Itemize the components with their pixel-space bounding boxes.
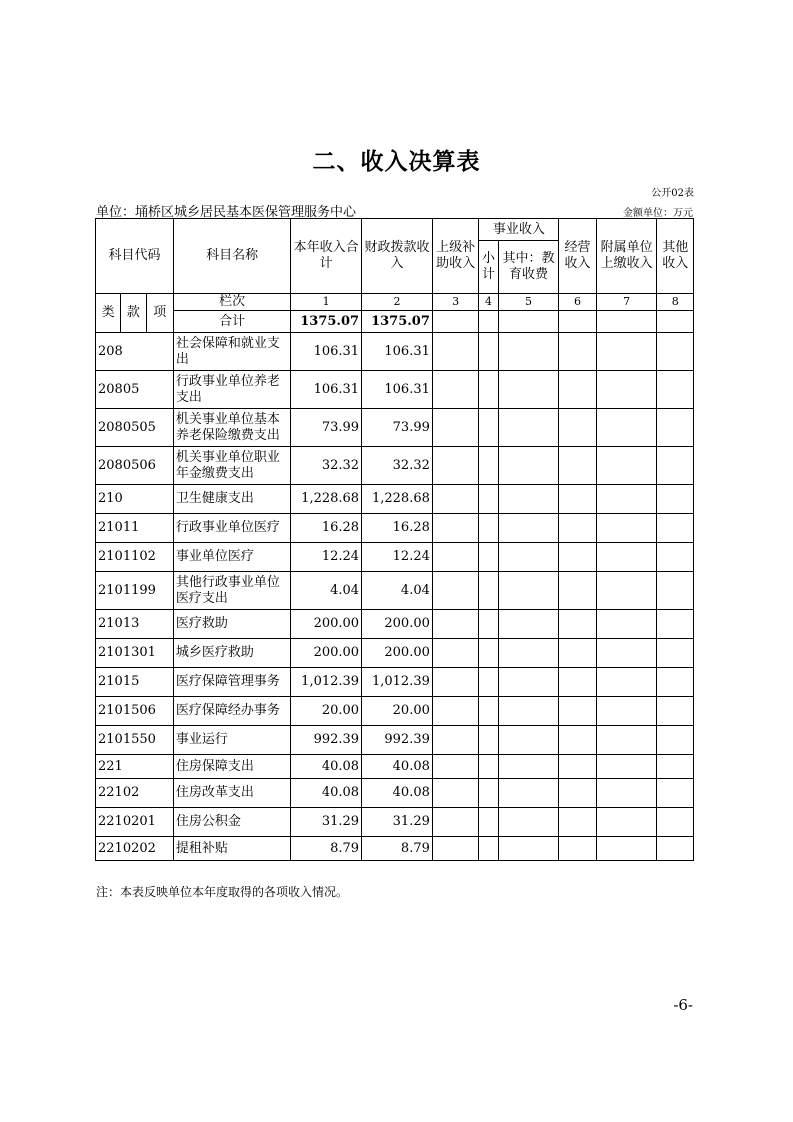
row-code: 210 xyxy=(96,485,174,514)
table-row xyxy=(96,333,694,371)
row-code: 2101199 xyxy=(96,572,174,610)
col-num: 8 xyxy=(657,294,694,311)
empty-cell xyxy=(498,543,559,572)
row-name: 机关事业单位基本养老保险缴费支出 xyxy=(173,409,290,447)
empty-cell xyxy=(559,779,596,808)
empty-cell xyxy=(596,447,657,485)
empty-cell xyxy=(596,409,657,447)
table-note: 注：本表反映单位本年度取得的各项收入情况。 xyxy=(96,885,349,899)
empty-cell xyxy=(596,543,657,572)
col-num: 6 xyxy=(559,294,596,311)
empty-cell xyxy=(479,514,498,543)
empty-cell xyxy=(479,485,498,514)
empty-cell xyxy=(432,447,479,485)
row-code: 221 xyxy=(96,755,174,779)
empty-cell xyxy=(657,485,694,514)
income-table xyxy=(95,218,694,861)
header-total-income: 本年收入合计 xyxy=(291,219,362,294)
row-fiscal-allocation: 73.99 xyxy=(362,409,433,447)
empty-cell xyxy=(479,697,498,726)
empty-cell xyxy=(657,572,694,610)
table-row xyxy=(96,543,694,572)
empty-cell xyxy=(432,371,479,409)
empty-cell xyxy=(559,837,596,861)
empty-cell xyxy=(596,726,657,755)
row-code: 2101506 xyxy=(96,697,174,726)
header-xiang: 项 xyxy=(146,294,173,333)
empty-cell xyxy=(498,779,559,808)
empty-cell xyxy=(432,333,479,371)
col-num: 1 xyxy=(291,294,362,311)
header-fiscal-allocation: 财政拨款收入 xyxy=(362,219,433,294)
empty-cell xyxy=(479,333,498,371)
empty-cell xyxy=(498,639,559,668)
header-subtotal: 小计 xyxy=(479,241,498,294)
empty-cell xyxy=(657,668,694,697)
row-fiscal-allocation: 12.24 xyxy=(362,543,433,572)
empty-cell xyxy=(559,639,596,668)
empty-cell xyxy=(479,808,498,837)
header-subject-code: 科目代码 xyxy=(96,219,174,294)
table-row xyxy=(96,572,694,610)
row-total-income: 200.00 xyxy=(291,639,362,668)
row-total-income: 200.00 xyxy=(291,610,362,639)
table-row xyxy=(96,808,694,837)
row-total-income: 4.04 xyxy=(291,572,362,610)
empty-cell xyxy=(596,779,657,808)
empty-cell xyxy=(432,726,479,755)
row-code: 22102 xyxy=(96,779,174,808)
empty-cell xyxy=(657,333,694,371)
empty-cell xyxy=(596,668,657,697)
table-row xyxy=(96,485,694,514)
row-name: 事业运行 xyxy=(173,726,290,755)
empty-cell xyxy=(657,726,694,755)
row-fiscal-allocation: 992.39 xyxy=(362,726,433,755)
row-fiscal-allocation: 40.08 xyxy=(362,755,433,779)
empty-cell xyxy=(498,755,559,779)
empty-cell xyxy=(498,726,559,755)
row-fiscal-allocation: 4.04 xyxy=(362,572,433,610)
row-code: 2101550 xyxy=(96,726,174,755)
row-fiscal-allocation: 40.08 xyxy=(362,779,433,808)
row-code: 2101102 xyxy=(96,543,174,572)
empty-cell xyxy=(432,572,479,610)
empty-cell xyxy=(432,755,479,779)
row-name: 住房保障支出 xyxy=(173,755,290,779)
row-name: 城乡医疗救助 xyxy=(173,639,290,668)
empty-cell xyxy=(596,371,657,409)
col-num: 5 xyxy=(498,294,559,311)
empty-cell xyxy=(596,755,657,779)
total-fiscal-value: 1375.07 xyxy=(362,311,433,333)
row-total-income: 40.08 xyxy=(291,755,362,779)
empty-cell xyxy=(596,697,657,726)
empty-cell xyxy=(432,697,479,726)
table-row xyxy=(96,779,694,808)
total-label: 合计 xyxy=(173,311,290,333)
empty-cell xyxy=(432,543,479,572)
empty-cell xyxy=(432,639,479,668)
table-row xyxy=(96,755,694,779)
empty-cell xyxy=(479,543,498,572)
empty-cell xyxy=(559,409,596,447)
empty-cell xyxy=(479,837,498,861)
row-code: 2080506 xyxy=(96,447,174,485)
empty-cell xyxy=(498,514,559,543)
total-income-value: 1375.07 xyxy=(291,311,362,333)
empty-cell xyxy=(559,610,596,639)
col-num: 4 xyxy=(479,294,498,311)
empty-cell xyxy=(479,755,498,779)
empty-cell xyxy=(559,726,596,755)
header-superior-subsidy: 上级补助收入 xyxy=(432,219,479,294)
col-num: 3 xyxy=(432,294,479,311)
row-name: 卫生健康支出 xyxy=(173,485,290,514)
empty-cell xyxy=(596,514,657,543)
empty-cell xyxy=(596,837,657,861)
empty-cell xyxy=(657,639,694,668)
empty-cell xyxy=(432,409,479,447)
header-education-fee: 其中：教育收费 xyxy=(498,241,559,294)
empty-cell xyxy=(498,485,559,514)
empty-cell xyxy=(559,543,596,572)
row-total-income: 31.29 xyxy=(291,808,362,837)
header-other-income: 其他收入 xyxy=(657,219,694,294)
table-row xyxy=(96,610,694,639)
page-title: 二、收入决算表 xyxy=(312,149,481,175)
header-operating-income: 经营收入 xyxy=(559,219,596,294)
row-total-income: 1,228.68 xyxy=(291,485,362,514)
row-total-income: 106.31 xyxy=(291,371,362,409)
table-row xyxy=(96,639,694,668)
table-row xyxy=(96,837,694,861)
empty-cell xyxy=(596,572,657,610)
empty-cell xyxy=(559,447,596,485)
row-total-income: 16.28 xyxy=(291,514,362,543)
empty-cell xyxy=(479,371,498,409)
empty-cell xyxy=(432,837,479,861)
row-name: 医疗救助 xyxy=(173,610,290,639)
empty-cell xyxy=(596,610,657,639)
table-row xyxy=(96,371,694,409)
col-num: 7 xyxy=(596,294,657,311)
table-row xyxy=(96,409,694,447)
empty-cell xyxy=(498,668,559,697)
table-row xyxy=(96,514,694,543)
row-name: 事业单位医疗 xyxy=(173,543,290,572)
empty-cell xyxy=(657,837,694,861)
row-code: 21013 xyxy=(96,610,174,639)
header-affiliated-income: 附属单位上缴收入 xyxy=(596,219,657,294)
header-business-income: 事业收入 xyxy=(479,219,559,241)
row-fiscal-allocation: 8.79 xyxy=(362,837,433,861)
empty-cell xyxy=(657,447,694,485)
empty-cell xyxy=(498,447,559,485)
empty-cell xyxy=(432,779,479,808)
empty-cell xyxy=(596,808,657,837)
row-code: 21015 xyxy=(96,668,174,697)
empty-cell xyxy=(657,409,694,447)
header-lei: 类 xyxy=(96,294,121,333)
row-fiscal-allocation: 200.00 xyxy=(362,610,433,639)
empty-cell xyxy=(657,697,694,726)
empty-cell xyxy=(479,409,498,447)
empty-cell xyxy=(657,755,694,779)
empty-cell xyxy=(559,371,596,409)
total-row xyxy=(96,311,694,333)
row-name: 行政事业单位养老支出 xyxy=(173,371,290,409)
row-fiscal-allocation: 106.31 xyxy=(362,333,433,371)
empty-cell xyxy=(596,333,657,371)
empty-cell xyxy=(498,808,559,837)
row-name: 社会保障和就业支出 xyxy=(173,333,290,371)
empty-cell xyxy=(432,610,479,639)
empty-cell xyxy=(479,639,498,668)
row-total-income: 20.00 xyxy=(291,697,362,726)
row-total-income: 992.39 xyxy=(291,726,362,755)
header-kuan: 款 xyxy=(121,294,146,333)
empty-cell xyxy=(596,485,657,514)
empty-cell xyxy=(559,755,596,779)
row-fiscal-allocation: 1,228.68 xyxy=(362,485,433,514)
empty-cell xyxy=(498,837,559,861)
empty-cell xyxy=(657,808,694,837)
row-name: 医疗保障管理事务 xyxy=(173,668,290,697)
row-total-income: 73.99 xyxy=(291,409,362,447)
empty-cell xyxy=(559,333,596,371)
empty-cell xyxy=(559,485,596,514)
empty-cell xyxy=(498,371,559,409)
unit-label: 单位：埇桥区城乡居民基本医保管理服务中心 xyxy=(96,205,357,220)
empty-cell xyxy=(498,333,559,371)
row-code: 2080505 xyxy=(96,409,174,447)
empty-cell xyxy=(498,697,559,726)
row-name: 行政事业单位医疗 xyxy=(173,514,290,543)
empty-cell xyxy=(479,610,498,639)
row-total-income: 12.24 xyxy=(291,543,362,572)
table-row xyxy=(96,447,694,485)
empty-cell xyxy=(432,668,479,697)
row-total-income: 1,012.39 xyxy=(291,668,362,697)
empty-cell xyxy=(479,779,498,808)
row-total-income: 32.32 xyxy=(291,447,362,485)
empty-cell xyxy=(559,668,596,697)
row-name: 机关事业单位职业年金缴费支出 xyxy=(173,447,290,485)
row-code: 21011 xyxy=(96,514,174,543)
row-code: 2101301 xyxy=(96,639,174,668)
row-fiscal-allocation: 31.29 xyxy=(362,808,433,837)
empty-cell xyxy=(432,808,479,837)
row-total-income: 106.31 xyxy=(291,333,362,371)
row-code: 208 xyxy=(96,333,174,371)
row-fiscal-allocation: 20.00 xyxy=(362,697,433,726)
form-number: 公开02表 xyxy=(651,188,694,199)
row-code: 2210201 xyxy=(96,808,174,837)
amount-unit: 金额单位：万元 xyxy=(623,208,693,219)
empty-cell xyxy=(657,543,694,572)
empty-cell xyxy=(657,610,694,639)
row-name: 提租补贴 xyxy=(173,837,290,861)
empty-cell xyxy=(432,485,479,514)
empty-cell xyxy=(498,409,559,447)
table-row xyxy=(96,697,694,726)
empty-cell xyxy=(479,447,498,485)
row-fiscal-allocation: 106.31 xyxy=(362,371,433,409)
row-name: 住房公积金 xyxy=(173,808,290,837)
page-number: -6- xyxy=(673,996,693,1014)
empty-cell xyxy=(559,697,596,726)
empty-cell xyxy=(657,779,694,808)
table-row xyxy=(96,726,694,755)
empty-cell xyxy=(498,610,559,639)
row-code: 20805 xyxy=(96,371,174,409)
empty-cell xyxy=(559,808,596,837)
row-total-income: 40.08 xyxy=(291,779,362,808)
empty-cell xyxy=(498,572,559,610)
empty-cell xyxy=(479,668,498,697)
row-fiscal-allocation: 32.32 xyxy=(362,447,433,485)
empty-cell xyxy=(559,514,596,543)
table-row xyxy=(96,668,694,697)
row-fiscal-allocation: 200.00 xyxy=(362,639,433,668)
header-subject-name: 科目名称 xyxy=(173,219,290,294)
empty-cell xyxy=(432,514,479,543)
empty-cell xyxy=(559,572,596,610)
row-total-income: 8.79 xyxy=(291,837,362,861)
empty-cell xyxy=(596,639,657,668)
row-name: 住房改革支出 xyxy=(173,779,290,808)
header-column-order: 栏次 xyxy=(173,294,290,311)
row-code: 2210202 xyxy=(96,837,174,861)
col-num: 2 xyxy=(362,294,433,311)
empty-cell xyxy=(657,514,694,543)
row-fiscal-allocation: 1,012.39 xyxy=(362,668,433,697)
empty-cell xyxy=(657,371,694,409)
empty-cell xyxy=(479,572,498,610)
row-name: 其他行政事业单位医疗支出 xyxy=(173,572,290,610)
row-fiscal-allocation: 16.28 xyxy=(362,514,433,543)
empty-cell xyxy=(479,726,498,755)
row-name: 医疗保障经办事务 xyxy=(173,697,290,726)
